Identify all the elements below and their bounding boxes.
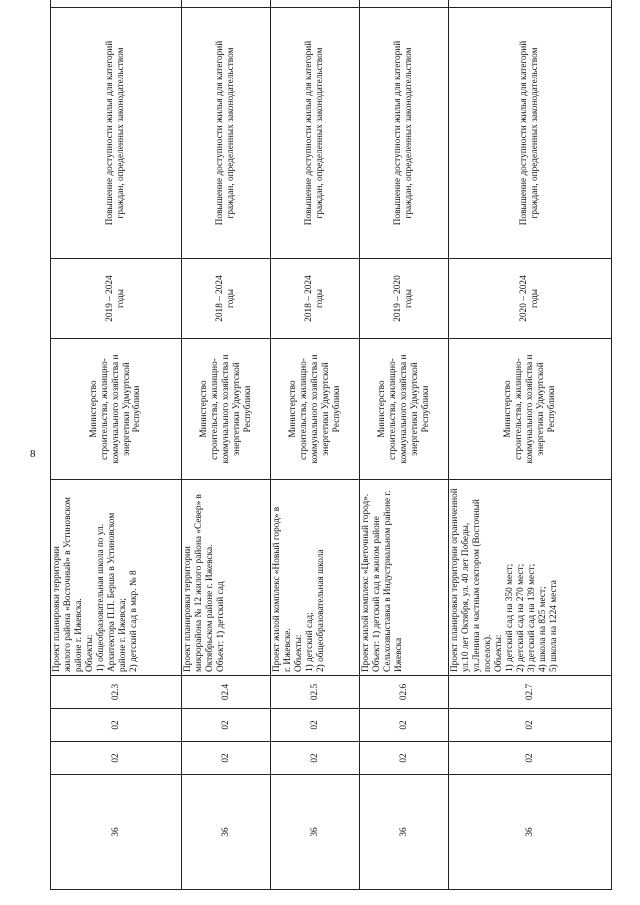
text-line: Республики (132, 385, 143, 433)
text-line: Повышение доступности жилья для категорий (304, 40, 315, 226)
cell-code-3: 02 (182, 709, 271, 742)
text-line: 4) школа на 825 мест; (538, 586, 549, 672)
text-line: Республики (546, 385, 557, 433)
cell-code-1: 36 (449, 775, 612, 890)
cell-indicator-code (360, 0, 449, 8)
cell-goal (182, 8, 271, 259)
text-line: Республики (242, 385, 253, 433)
text-line: Министерство (502, 380, 513, 438)
text-line: 2) общеобразовательная школа (316, 549, 327, 672)
text-line: годы (116, 289, 127, 308)
cell-indicator-code (449, 0, 612, 8)
cell-goal (51, 8, 182, 259)
table-row (360, 0, 449, 890)
cell-period (449, 259, 612, 339)
cell-code-3: 02 (360, 709, 449, 742)
cell-code-1: 36 (51, 775, 182, 890)
text-line: Объекты: (494, 634, 505, 672)
text-line: жилого района «Восточный» в Устиновском (62, 497, 73, 672)
cell-code-2: 02 (449, 742, 612, 775)
cell-ministry (51, 339, 182, 480)
text-line: 2020 – 2024 (519, 275, 530, 322)
text-line: строительства, жилищно- (513, 358, 524, 460)
text-line: ул.10 лет Октября, ул. 40 лет Победы, (461, 522, 472, 672)
table-row (182, 0, 271, 890)
text-line: Проект жилой комплекс «Цветочный город». (361, 493, 372, 672)
cell-period (51, 259, 182, 339)
text-line: районе г. Ижевска. (73, 598, 84, 672)
text-line: Министерство (287, 380, 298, 438)
text-line: Объект: 1) детский сад в жилом районе (372, 516, 383, 672)
cell-ministry (182, 339, 271, 480)
text-line: Проект жилой комплекс «Новый город» в (272, 506, 283, 672)
text-line: Повышение доступности жилья для категорий (393, 40, 404, 226)
cell-goal (449, 8, 612, 259)
text-line: Министерство (376, 380, 387, 438)
text-line: 1) детский сад; (305, 612, 316, 672)
cell-ministry (271, 339, 360, 480)
text-line: Республики (420, 385, 431, 433)
cell-period (271, 259, 360, 339)
cell-code-2: 02 (360, 742, 449, 775)
text-line: 2) детский сад в мкр. № 8 (128, 570, 139, 672)
cell-code-2: 02 (271, 742, 360, 775)
cell-code-1: 36 (360, 775, 449, 890)
text-line: Объекты: (84, 634, 95, 672)
text-line: 1) общеобразовательная школа по ул. (95, 523, 106, 672)
text-line: годы (404, 289, 415, 308)
rotated-table-container (50, 30, 612, 890)
text-line: 2018 – 2024 (215, 275, 226, 322)
cell-indicator-code (182, 0, 271, 8)
cell-code-3: 02 (271, 709, 360, 742)
text-line: годы (315, 289, 326, 308)
text-line: строительства, жилищно- (99, 358, 110, 460)
cell-object (449, 480, 612, 676)
text-line: поселок). (483, 634, 494, 672)
cell-ministry (449, 339, 612, 480)
text-line: 2) детский сад на 270 мест; (516, 563, 527, 672)
text-line: 2019 – 2024 (105, 275, 116, 322)
text-line: 5) школа на 1224 места (549, 580, 560, 672)
text-line: коммунального хозяйства и (398, 354, 409, 464)
text-line: Повышение доступности жилья для категорий (519, 40, 530, 226)
text-line: коммунального хозяйства и (220, 354, 231, 464)
cell-indicator-code (271, 0, 360, 8)
cell-object (51, 480, 182, 676)
text-line: Ижевска (394, 637, 405, 672)
text-line: Повышение доступности жилья для категорий (105, 40, 116, 226)
cell-goal (360, 8, 449, 259)
text-line: граждан, определенных законодательством (530, 47, 541, 219)
text-line: граждан, определенных законодательством (226, 47, 237, 219)
text-line: Октябрьском районе г. Ижевска. (205, 544, 215, 672)
text-line: граждан, определенных законодательством (404, 47, 415, 219)
text-line: годы (530, 289, 541, 308)
text-line: 3) детский сад на 139 мест; (527, 563, 538, 672)
program-table (50, 0, 612, 890)
cell-period (360, 259, 449, 339)
text-line: микрорайона № 12 жилого района «Север» в (194, 494, 205, 672)
text-line: Министерство (88, 380, 99, 438)
cell-code-4: 02.5 (271, 676, 360, 709)
cell-code-4: 02.4 (182, 676, 271, 709)
text-line: годы (226, 289, 237, 308)
text-line: Министерство (198, 380, 209, 438)
text-line: энергетики Удмуртской (320, 362, 331, 456)
text-line: 2018 – 2024 (304, 275, 315, 322)
table-body (51, 0, 612, 890)
cell-ministry (360, 339, 449, 480)
text-line: районе г. Ижевска; (117, 598, 128, 672)
text-line: энергетики Удмуртской (409, 362, 420, 456)
page-number: 8 (30, 448, 36, 460)
text-line: строительства, жилищно- (387, 358, 398, 460)
text-line: строительства, жилищно- (209, 358, 220, 460)
text-line: ул.Ленина и частным сектором (Восточный (472, 499, 483, 672)
text-line: 1) детский сад на 350 мест; (505, 563, 516, 672)
text-line: строительства, жилищно- (298, 358, 309, 460)
text-line: Республики (331, 385, 342, 433)
cell-code-4: 02.3 (51, 676, 182, 709)
text-line: Объекты: (294, 634, 305, 672)
text-line: 2019 – 2020 (393, 275, 404, 322)
table-row (271, 0, 360, 890)
text-line: Повышение доступности жилья для категорий (215, 40, 226, 226)
text-line: Архитектора П.П. Берша в Устиновском (106, 512, 117, 672)
text-line: Проект планировки территории (183, 546, 194, 672)
cell-code-1: 36 (182, 775, 271, 890)
text-line: граждан, определенных законодательством (116, 47, 127, 219)
cell-object (360, 480, 449, 676)
text-line: Сельхозвыставка в Индустриальном районе г. (383, 490, 394, 672)
cell-code-1: 36 (271, 775, 360, 890)
text-line: коммунального хозяйства и (110, 354, 121, 464)
cell-indicator-code (51, 0, 182, 8)
text-line: коммунального хозяйства и (524, 354, 535, 464)
text-line: Проект планировки территории ограниченной (450, 488, 461, 672)
cell-code-4: 02.6 (360, 676, 449, 709)
cell-object (182, 480, 271, 676)
cell-goal (271, 8, 360, 259)
text-line: граждан, определенных законодательством (315, 47, 326, 219)
text-line: г. Ижевске. (283, 628, 294, 672)
text-line: энергетики Удмуртской (535, 362, 546, 456)
cell-code-2: 02 (182, 742, 271, 775)
text-line: Проект планировки территории (52, 546, 62, 672)
cell-code-3: 02 (51, 709, 182, 742)
table-row (449, 0, 612, 890)
cell-code-3: 02 (449, 709, 612, 742)
text-line: коммунального хозяйства и (309, 354, 320, 464)
text-line: Объект: 1) детский сад (215, 581, 226, 672)
cell-period (182, 259, 271, 339)
table-row (51, 0, 182, 890)
text-line: энергетики Удмуртской (231, 362, 242, 456)
cell-object (271, 480, 360, 676)
text-line: энергетики Удмуртской (121, 362, 132, 456)
cell-code-4: 02.7 (449, 676, 612, 709)
cell-code-2: 02 (51, 742, 182, 775)
